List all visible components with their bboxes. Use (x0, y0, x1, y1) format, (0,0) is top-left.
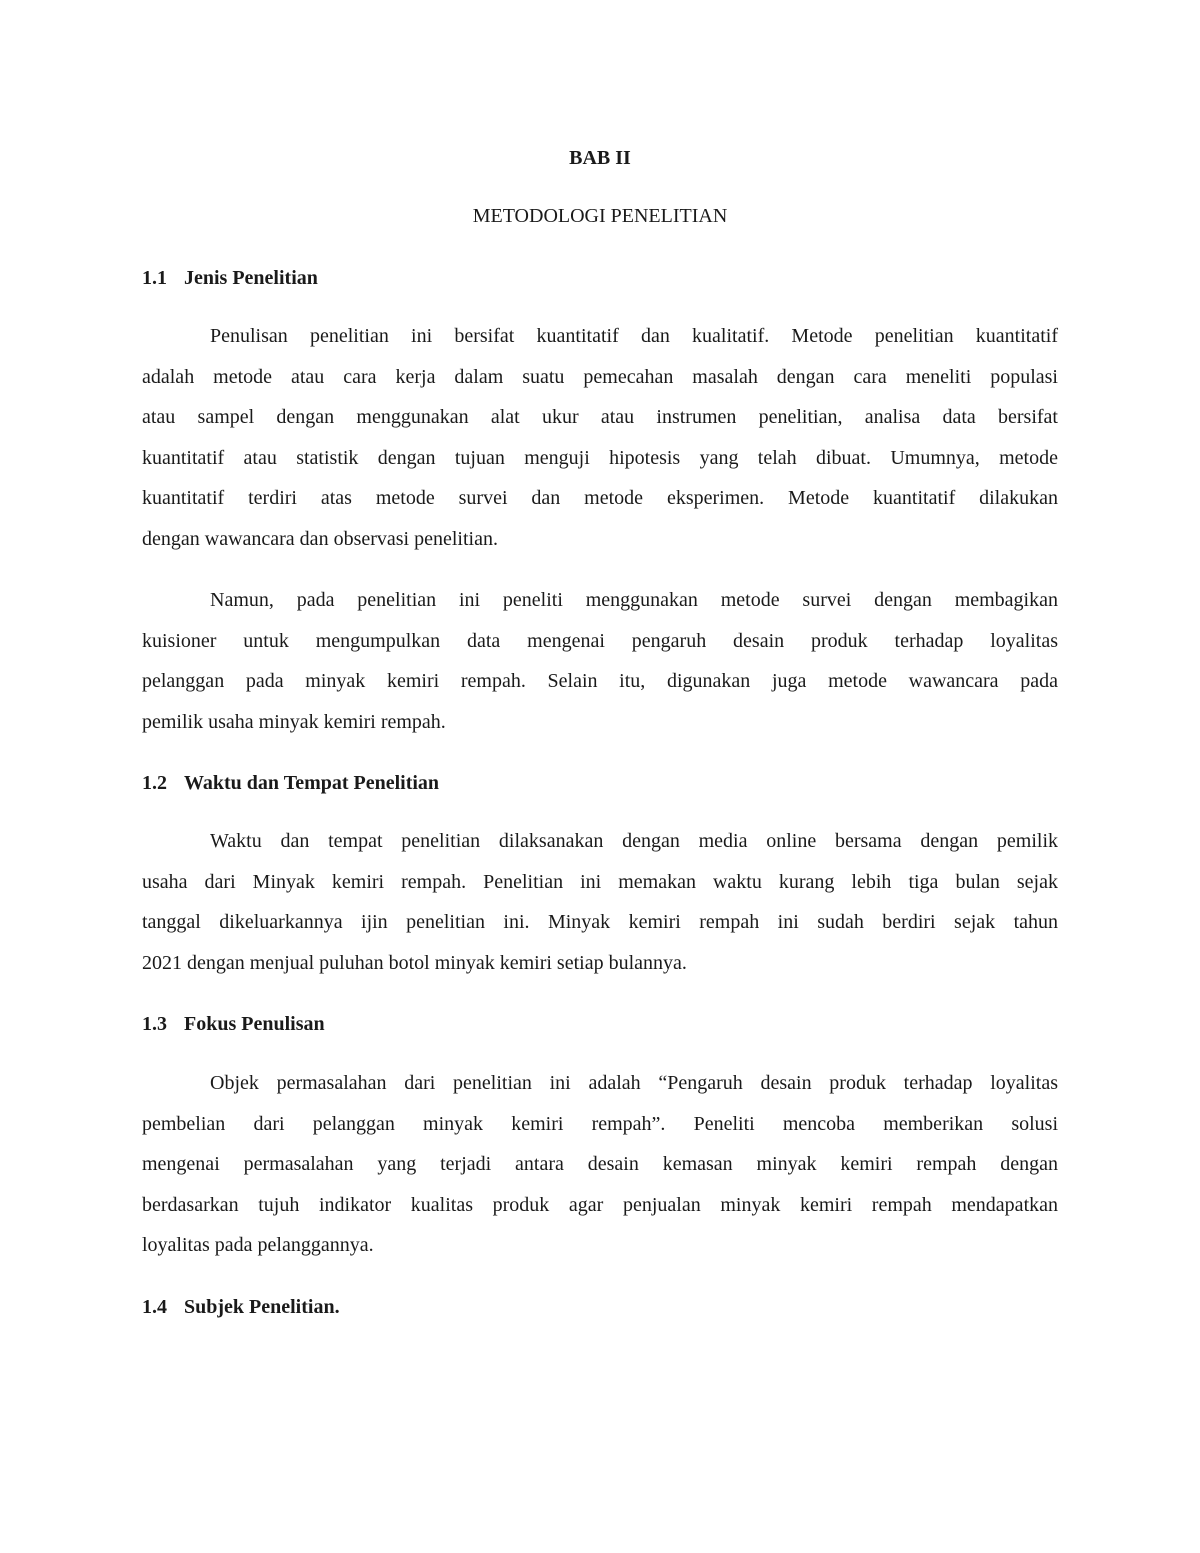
paragraph-line: atau sampel dengan menggunakan alat ukur atau instrumen penelitian, analisa data bersifat (142, 406, 1058, 429)
paragraph-line: pemilik usaha minyak kemiri rempah. (142, 710, 446, 733)
chapter-title: METODOLOGI PENELITIAN (472, 205, 728, 227)
paragraph-line: usaha dari Minyak kemiri rempah. Penelitian ini memakan waktu kurang lebih tiga bulan sejak (142, 870, 1058, 893)
section-title: Waktu dan Tempat Penelitian (184, 772, 440, 794)
paragraph-jenis-penelitian-2 (142, 580, 1058, 742)
section-number: 1.4 (142, 1296, 167, 1318)
paragraph-line: kuantitatif atau statistik dengan tujuan menguji hipotesis yang telah dibuat. Umumnya, metode (142, 446, 1058, 469)
paragraph-line: pembelian dari pelanggan minyak kemiri rempah”. Peneliti mencoba memberikan solusi (142, 1112, 1058, 1135)
paragraph-fokus-penulisan (142, 1063, 1058, 1266)
section-heading-1-3 (142, 1012, 325, 1036)
paragraph-line: Objek permasalahan dari penelitian ini adalah “Pengaruh desain produk terhadap loyalitas (210, 1072, 1058, 1094)
paragraph-line: kuantitatif terdiri atas metode survei dan metode eksperimen. Metode kuantitatif dilakukan (142, 487, 1058, 510)
section-title: Subjek Penelitian. (184, 1296, 340, 1318)
paragraph-line: tanggal dikeluarkannya ijin penelitian ini. Minyak kemiri rempah ini sudah berdiri sejak tahun (142, 911, 1058, 934)
paragraph-line: mengenai permasalahan yang terjadi antara desain kemasan minyak kemiri rempah dengan (142, 1153, 1058, 1176)
section-title: Jenis Penelitian (184, 267, 318, 289)
section-heading-1-1 (142, 266, 318, 290)
paragraph-line: pelanggan pada minyak kemiri rempah. Selain itu, digunakan juga metode wawancara pada (142, 670, 1058, 693)
paragraph-line: Penulisan penelitian ini bersifat kuantitatif dan kualitatif. Metode penelitian kuantitatif (210, 325, 1058, 347)
chapter-heading: BAB II (569, 147, 631, 169)
section-number: 1.3 (142, 1013, 167, 1035)
section-number: 1.2 (142, 772, 167, 794)
paragraph-jenis-penelitian-1 (142, 316, 1058, 560)
paragraph-line: Namun, pada penelitian ini peneliti menggunakan metode survei dengan membagikan (210, 589, 1058, 611)
paragraph-line: kuisioner untuk mengumpulkan data mengenai pengaruh desain produk terhadap loyalitas (142, 629, 1058, 652)
section-number: 1.1 (142, 267, 167, 289)
paragraph-line: berdasarkan tujuh indikator kualitas produk agar penjualan minyak kemiri rempah mendapatkan (142, 1193, 1058, 1216)
paragraph-line: 2021 dengan menjual puluhan botol minyak kemiri setiap bulannya. (142, 951, 687, 974)
paragraph-line: Waktu dan tempat penelitian dilaksanakan dengan media online bersama dengan pemilik (210, 830, 1058, 852)
paragraph-line: dengan wawancara dan observasi penelitian. (142, 527, 498, 550)
paragraph-line: adalah metode atau cara kerja dalam suatu pemecahan masalah dengan cara meneliti populasi (142, 365, 1058, 388)
section-heading-1-4 (142, 1295, 340, 1319)
section-heading-1-2 (142, 771, 439, 795)
section-title: Fokus Penulisan (184, 1013, 325, 1035)
paragraph-line: loyalitas pada pelanggannya. (142, 1234, 374, 1257)
paragraph-waktu-tempat (142, 821, 1058, 983)
